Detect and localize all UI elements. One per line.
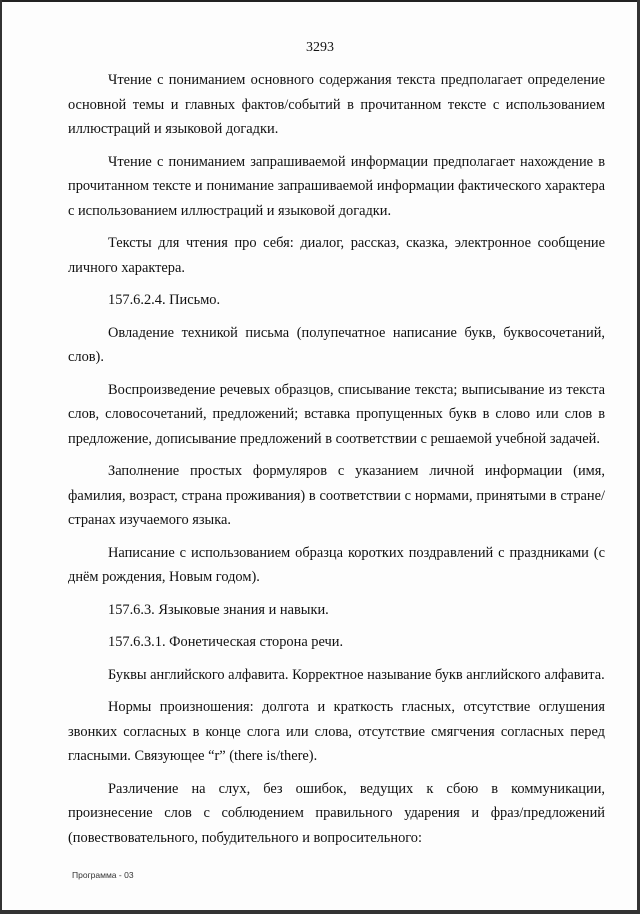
paragraph: Различение на слух, без ошибок, ведущих к сбою в коммуникации, произнесение слов с соблюдением правильного ударения и фраз/предложений (повествовательного, побудительного и вопросительного: bbox=[68, 780, 605, 846]
scan-edge-top bbox=[0, 0, 640, 2]
paragraph: Заполнение простых формуляров с указанием личной информации (имя, фамилия, возраст, страна проживания) в соответствии с нормами, принятыми в стране/странах изучаемого языка. bbox=[68, 463, 605, 528]
paragraph: Воспроизведение речевых образцов, списывание текста; выписывание из текста слов, словосочетаний, предложений; вставка пропущенных букв в слово или слов в предложение, дописывание предложений в соответствии с решаемой учебной задачей. bbox=[68, 381, 605, 447]
page-footer: Программа - 03 bbox=[72, 870, 134, 880]
paragraph: Чтение с пониманием запрашиваемой информации предполагает нахождение в прочитанном тексте и понимание запрашиваемой информации фактического характера с использованием иллюстраций и языковой догадки. bbox=[68, 153, 605, 219]
paragraph: Написание с использованием образца коротких поздравлений с праздниками (с днём рождения, Новым годом). bbox=[68, 544, 605, 585]
paragraph: Нормы произношения: долгота и краткость гласных, отсутствие оглушения звонких согласных в конце слога или слова, отсутствие смягчения согласных перед гласными. Связующее “r” (there is/there). bbox=[68, 699, 605, 764]
paragraph: Тексты для чтения про себя: диалог, рассказ, сказка, электронное сообщение личного характера. bbox=[68, 235, 605, 276]
scan-edge-left bbox=[0, 0, 2, 914]
paragraph: Чтение с пониманием основного содержания текста предполагает определение основной темы и главных фактов/событий в прочитанном тексте с использованием иллюстраций и языковой догадки. bbox=[68, 72, 605, 137]
paragraph: Буквы английского алфавита. Корректное называние букв английского алфавита. bbox=[108, 666, 605, 683]
section-heading: 157.6.3. Языковые знания и навыки. bbox=[108, 601, 329, 618]
page-number: 3293 bbox=[306, 40, 334, 55]
section-heading: 157.6.2.4. Письмо. bbox=[108, 292, 221, 308]
scan-edge-bottom bbox=[0, 910, 640, 914]
document-body bbox=[68, 68, 605, 850]
paragraph: Овладение техникой письма (полупечатное написание букв, буквосочетаний, слов). bbox=[68, 324, 605, 365]
section-heading: 157.6.3.1. Фонетическая сторона речи. bbox=[108, 634, 344, 650]
